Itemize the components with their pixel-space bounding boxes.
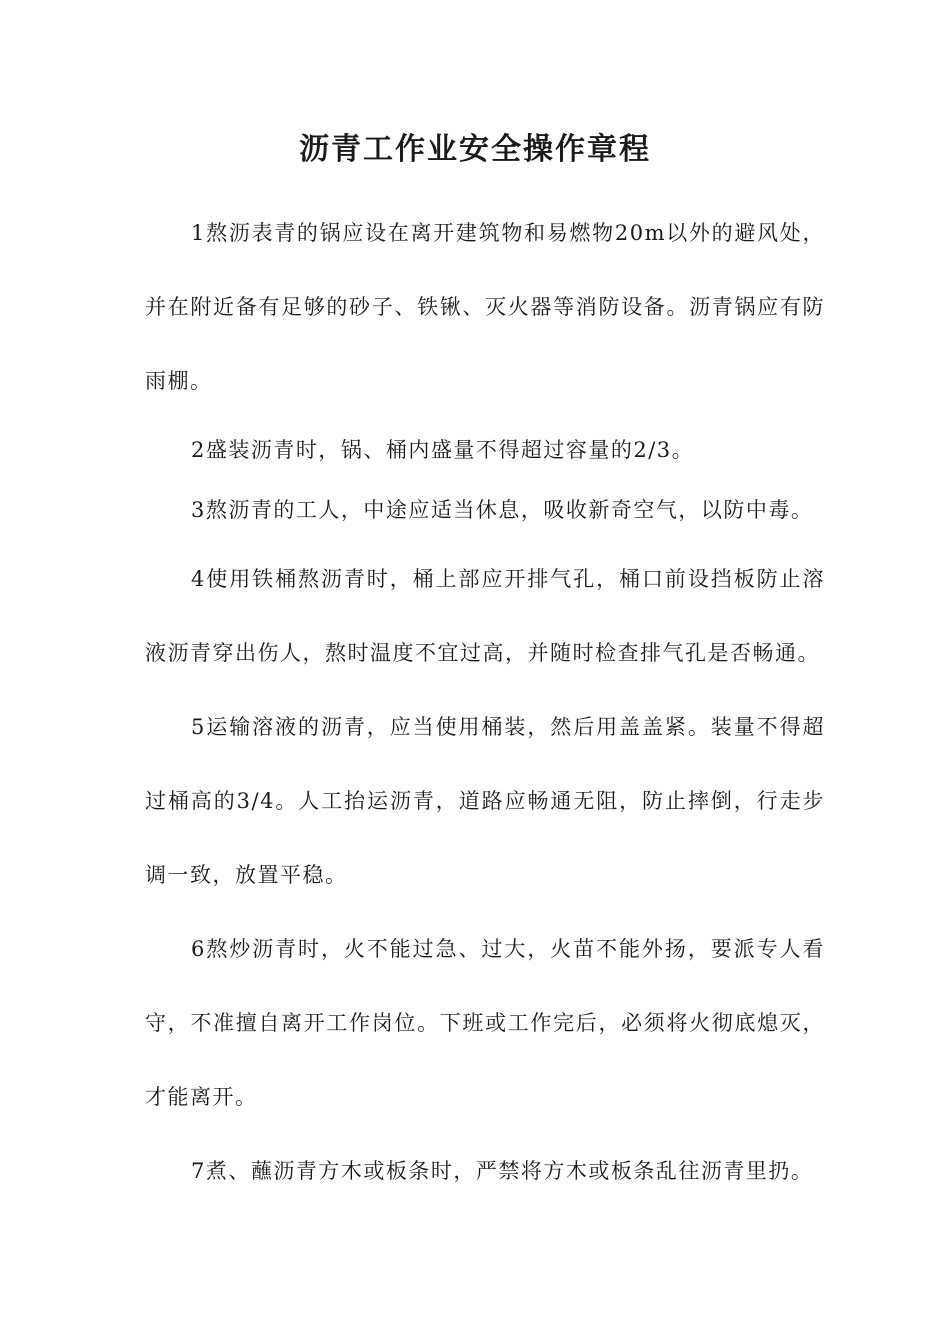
paragraph-6: 6熬炒沥青时，火不能过急、过大，火苗不能外扬，要派专人看守，不准擅自离开工作岗位。下班或工作完后，必须将火彻底熄灭，才能离开。 — [145, 937, 825, 1109]
document-title: 沥青工作业安全操作章程 — [299, 132, 651, 167]
paragraph-2: 2盛装沥青时，锅、桶内盛量不得超过容量的2/3。 — [191, 438, 695, 462]
paragraph-7: 7煮、蘸沥青方木或板条时，严禁将方木或板条乱往沥青里扔。 — [191, 1159, 814, 1183]
document-body — [145, 196, 825, 1208]
paragraph-5: 5运输溶液的沥青，应当使用桶装，然后用盖盖紧。装量不得超过桶高的3/4。人工抬运沥青，道路应畅通无阻，防止摔倒，行走步调一致，放置平稳。 — [145, 715, 825, 887]
paragraph-3: 3熬沥青的工人，中途应适当休息，吸收新奇空气，以防中毒。 — [191, 498, 814, 522]
paragraph-1: 1熬沥表青的锅应设在离开建筑物和易燃物20m以外的避风处，并在附近备有足够的砂子、铁锹、灭火器等消防设备。沥青锅应有防雨棚。 — [145, 221, 825, 393]
paragraph-4: 4使用铁桶熬沥青时，桶上部应开排气孔，桶口前设挡板防止溶液沥青穿出伤人，熬时温度不宜过高，并随时检查排气孔是否畅通。 — [145, 567, 825, 665]
